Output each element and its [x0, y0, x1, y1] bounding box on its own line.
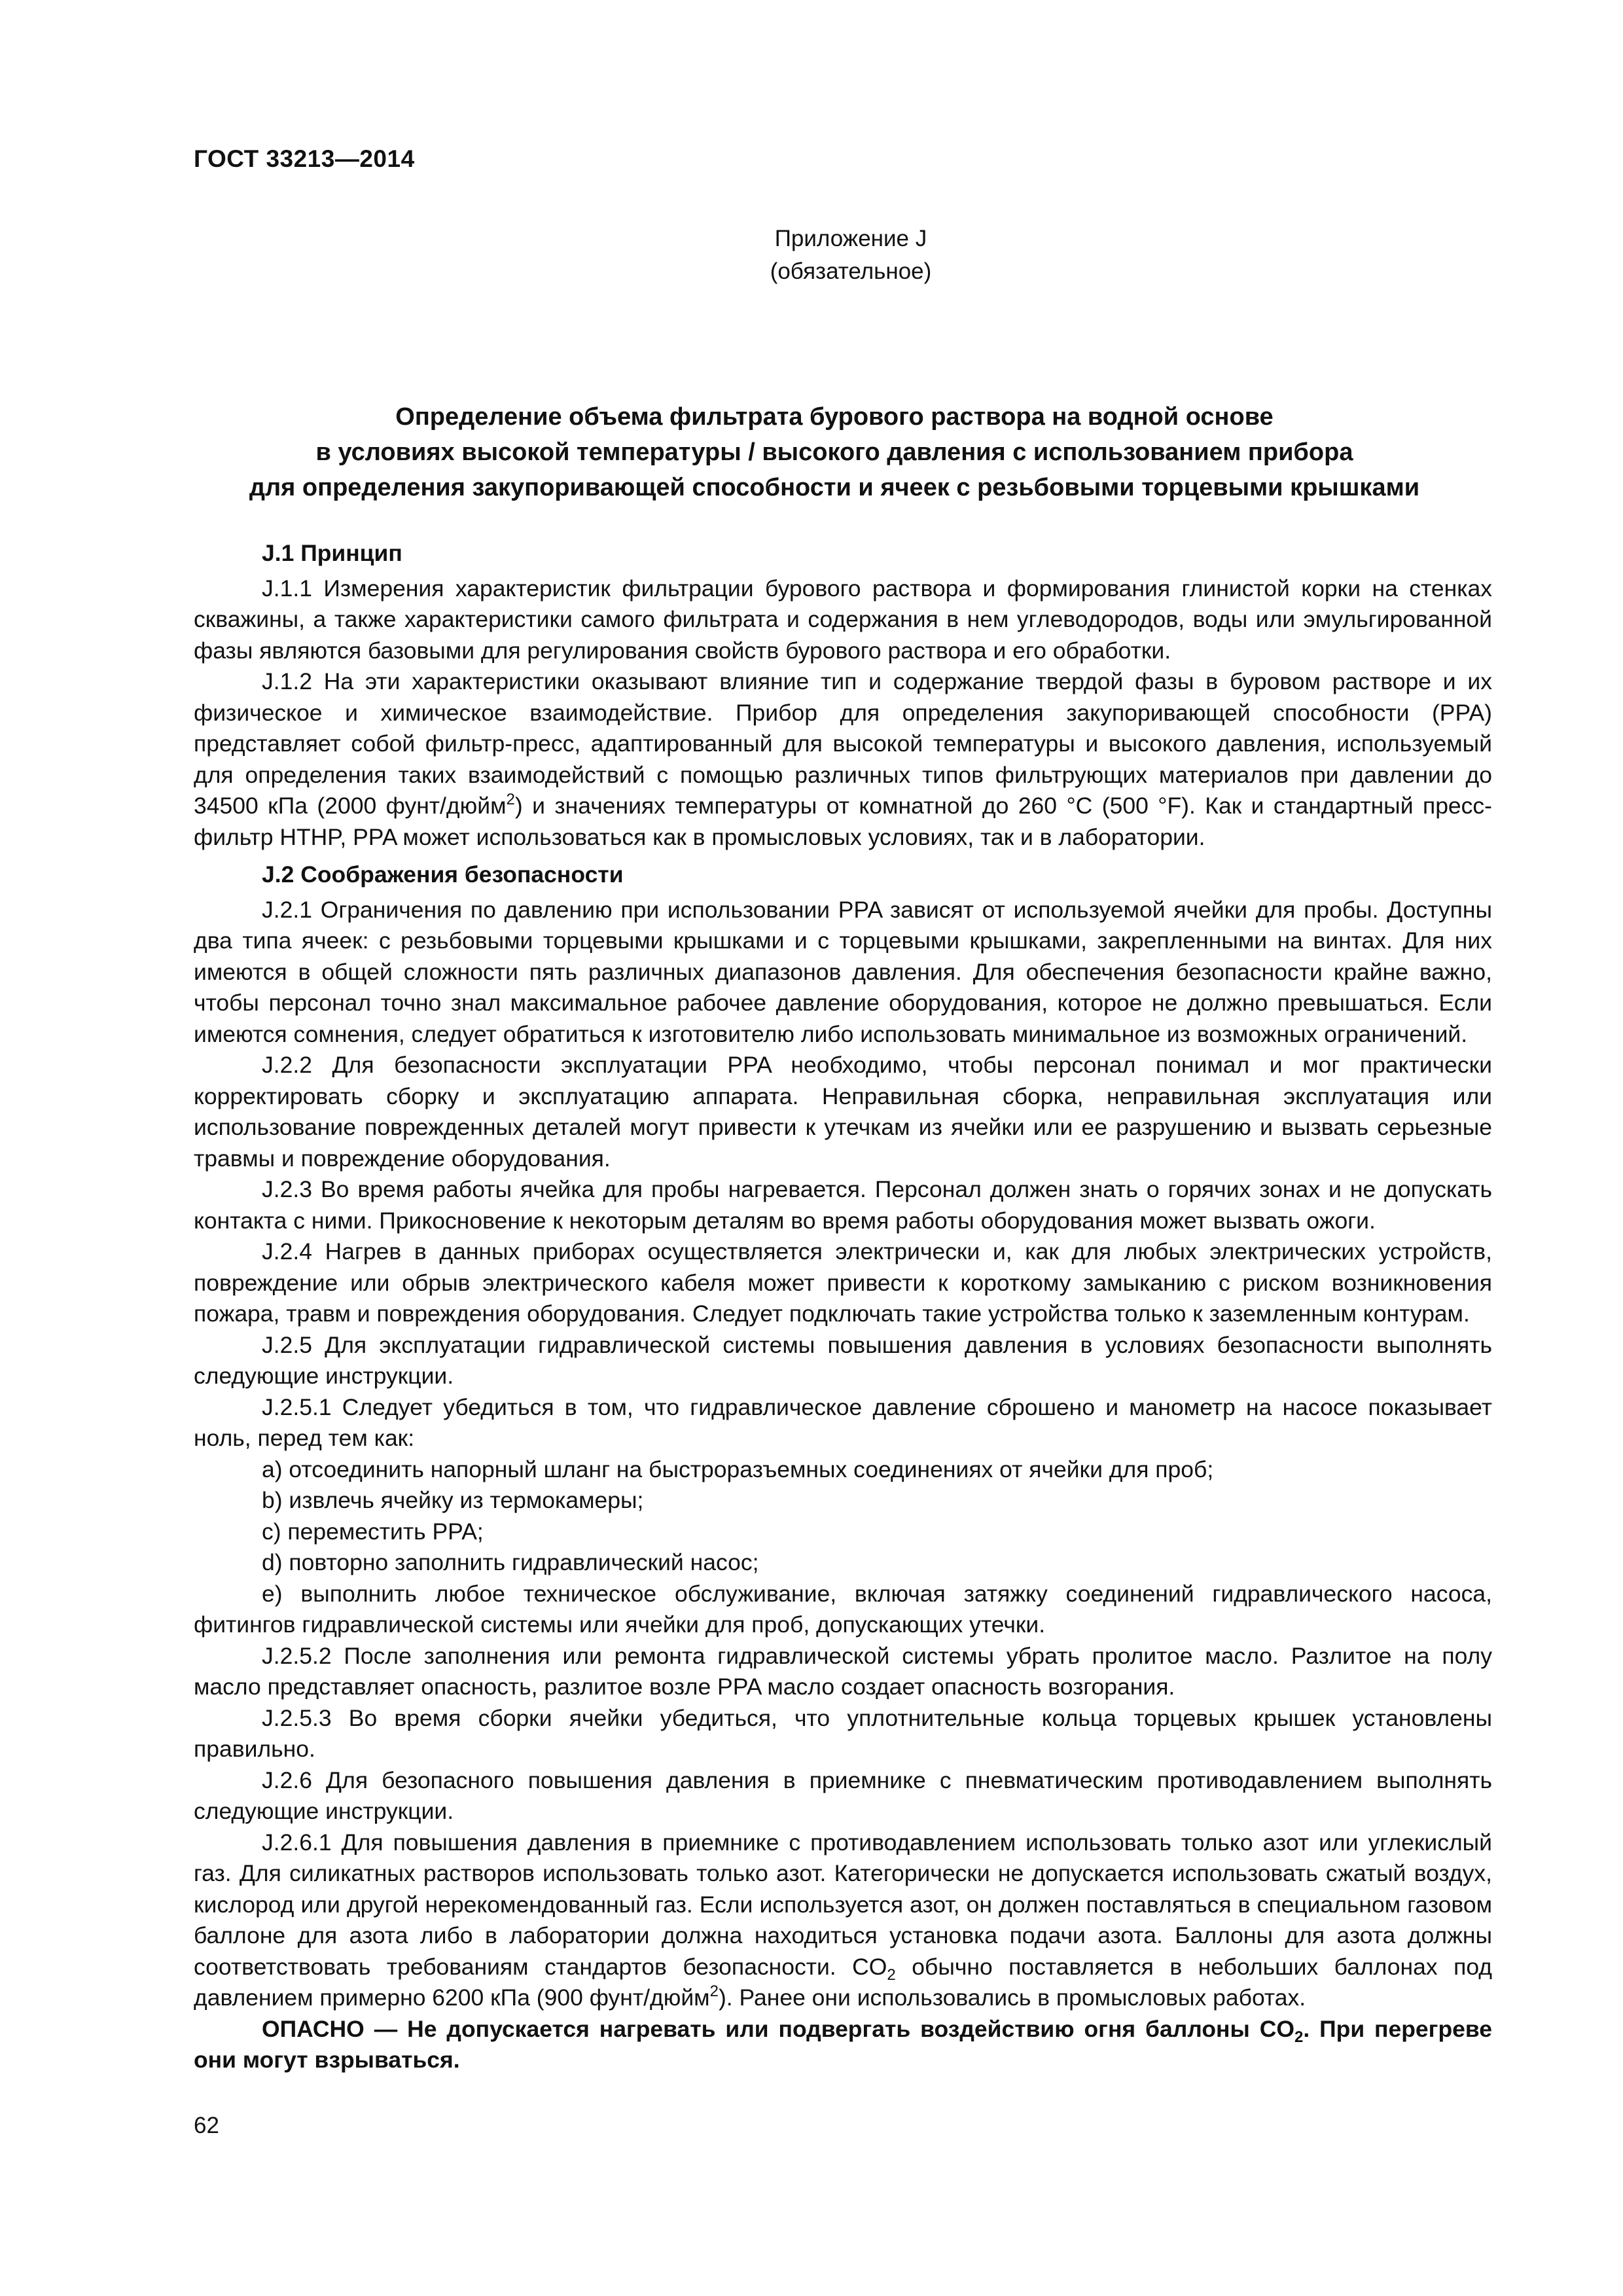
document-body	[194, 531, 1492, 2076]
paragraph-j2-6: J.2.6 Для безопасного повышения давления в приемнике с пневматическим противодавлением выполнять следующие инструкции.	[194, 1767, 1492, 1824]
list-item-e: e) выполнить любое техническое обслуживание, включая затяжку соединений гидравлического насоса, фитингов гидравлической системы или ячейки для проб, допускающих утечки.	[194, 1580, 1492, 1638]
paragraph-j2-6-1: J.2.6.1 Для повышения давления в приемнике с противодавлением использовать только азот или углекислый газ. Для силикатных растворов использовать только азот. Категорически не допускается использовать сжатый воздух, кислород или другой нерекомендованный газ. Если используется азот, он должен поставляться в специальном газовом баллоне для азота либо в лаборатории должна находиться установка подачи азота. Баллоны для азота должны соответствовать требованиям стандартов безопасности. $CO_2$ обычно поставляется в небольших баллонах под давлением примерно 6200 кПа (900 фунт/дюйм$^2$). Ранее они использовались в промысловых работах.	[194, 1829, 1492, 2011]
appendix-status: (обязательное)	[770, 259, 932, 284]
paragraph-j2-4: J.2.4 Нагрев в данных приборах осуществляется электрически и, как для любых электрических устройств, повреждение или обрыв электрического кабеля может привести к короткому замыканию с риском возникновения пожара, травм и повреждения оборудования. Следует подключать такие устройства только к заземленным контурам.	[194, 1238, 1492, 1327]
appendix-block	[654, 223, 1047, 288]
paragraph-j2-1: J.2.1 Ограничения по давлению при использовании PPA зависят от используемой ячейки для пробы. Доступны два типа ячеек: с резьбовыми торцевыми крышками и с торцевыми крышками, закрепленными на винтах. Для них имеются в общей сложности пять различных диапазонов давления. Для обеспечения безопасности крайне важно, чтобы персонал точно знал максимальное рабочее давление оборудования, которое не должно превышаться. Если имеются сомнения, следует обратиться к изготовителю либо использовать минимальное из возможных ограничений.	[194, 896, 1492, 1047]
list-item-c: c) переместить PPA;	[262, 1518, 484, 1545]
appendix-label: Приложение J	[774, 226, 927, 251]
paragraph-j2-5-1: J.2.5.1 Следует убедиться в том, что гидравлическое давление сброшено и манометр на насосе показывает ноль, перед тем как:	[194, 1393, 1492, 1451]
paragraph-j2-5-2: J.2.5.2 После заполнения или ремонта гидравлической системы убрать пролитое масло. Разлитое на полу масло представляет опасность, разлитое возле PPA масло создает опасность возгорания.	[194, 1642, 1492, 1700]
list-item-a: a) отсоединить напорный шланг на быстроразъемных соединениях от ячейки для проб;	[262, 1456, 1214, 1482]
section-heading-j2: J.2 Соображения безопасности	[262, 861, 624, 888]
list-item-d: d) повторно заполнить гидравлический насос;	[262, 1549, 759, 1575]
paragraph-j2-3: J.2.3 Во время работы ячейка для пробы нагревается. Персонал должен знать о горячих зонах и не допускать контакта с ними. Прикосновение к некоторым деталям во время работы оборудования может вызвать ожоги.	[194, 1176, 1492, 1234]
document-title	[183, 399, 1486, 505]
paragraph-j2-5: J.2.5 Для эксплуатации гидравлической системы повышения давления в условиях безопасности выполнять следующие инструкции.	[194, 1331, 1492, 1389]
danger-warning: ОПАСНО — Не допускается нагревать или подвергать воздействию огня баллоны $CO_2$. При перегреве они могут взрываться.	[194, 2015, 1492, 2073]
paragraph-j2-2: J.2.2 Для безопасности эксплуатации PPA необходимо, чтобы персонал понимал и мог практически корректировать сборку и эксплуатацию аппарата. Неправильная сборка, неправильная эксплуатация или использование поврежденных деталей могут привести к утечкам из ячейки или ее разрушению и вызвать серьезные травмы и повреждение оборудования.	[194, 1052, 1492, 1172]
paragraph-j1-2: J.1.2 На эти характеристики оказывают влияние тип и содержание твердой фазы в буровом растворе и их физическое и химическое взаимодействие. Прибор для определения закупоривающей способности (PPA) представляет собой фильтр-пресс, адаптированный для высокой температуры и высокого давления, используемый для определения таких взаимодействий с помощью различных типов фильтрующих материалов при давлении до 34500 кПа (2000 фунт/дюйм$^2$) и значениях температуры от комнатной до 260 °С (500 °F). Как и стандартный пресс-фильтр HTHP, PPA может использоваться как в промысловых условиях, так и в лаборатории.	[194, 668, 1492, 850]
paragraph-j1-1: J.1.1 Измерения характеристик фильтрации бурового раствора и формирования глинистой корки на стенках скважины, а также характеристики самого фильтрата и содержания в нем углеводородов, воды или эмульгированной фазы являются базовыми для регулирования свойств бурового раствора и его обработки.	[194, 575, 1492, 664]
paragraph-j2-5-3: J.2.5.3 Во время сборки ячейки убедиться, что уплотнительные кольца торцевых крышек установлены правильно.	[194, 1704, 1492, 1762]
title-line-3: для определения закупоривающей способности и ячеек с резьбовыми торцевыми крышками	[249, 474, 1420, 501]
section-heading-j1: J.1 Принцип	[262, 540, 402, 566]
standard-header: ГОСТ 33213—2014	[194, 145, 415, 172]
list-item-b: b) извлечь ячейку из термокамеры;	[262, 1487, 644, 1513]
title-line-2: в условиях высокой температуры / высокого давления с использованием прибора	[315, 439, 1353, 466]
page-number: 62	[194, 2113, 219, 2138]
title-line-1: Определение объема фильтрата бурового раствора на водной основе	[395, 403, 1274, 431]
